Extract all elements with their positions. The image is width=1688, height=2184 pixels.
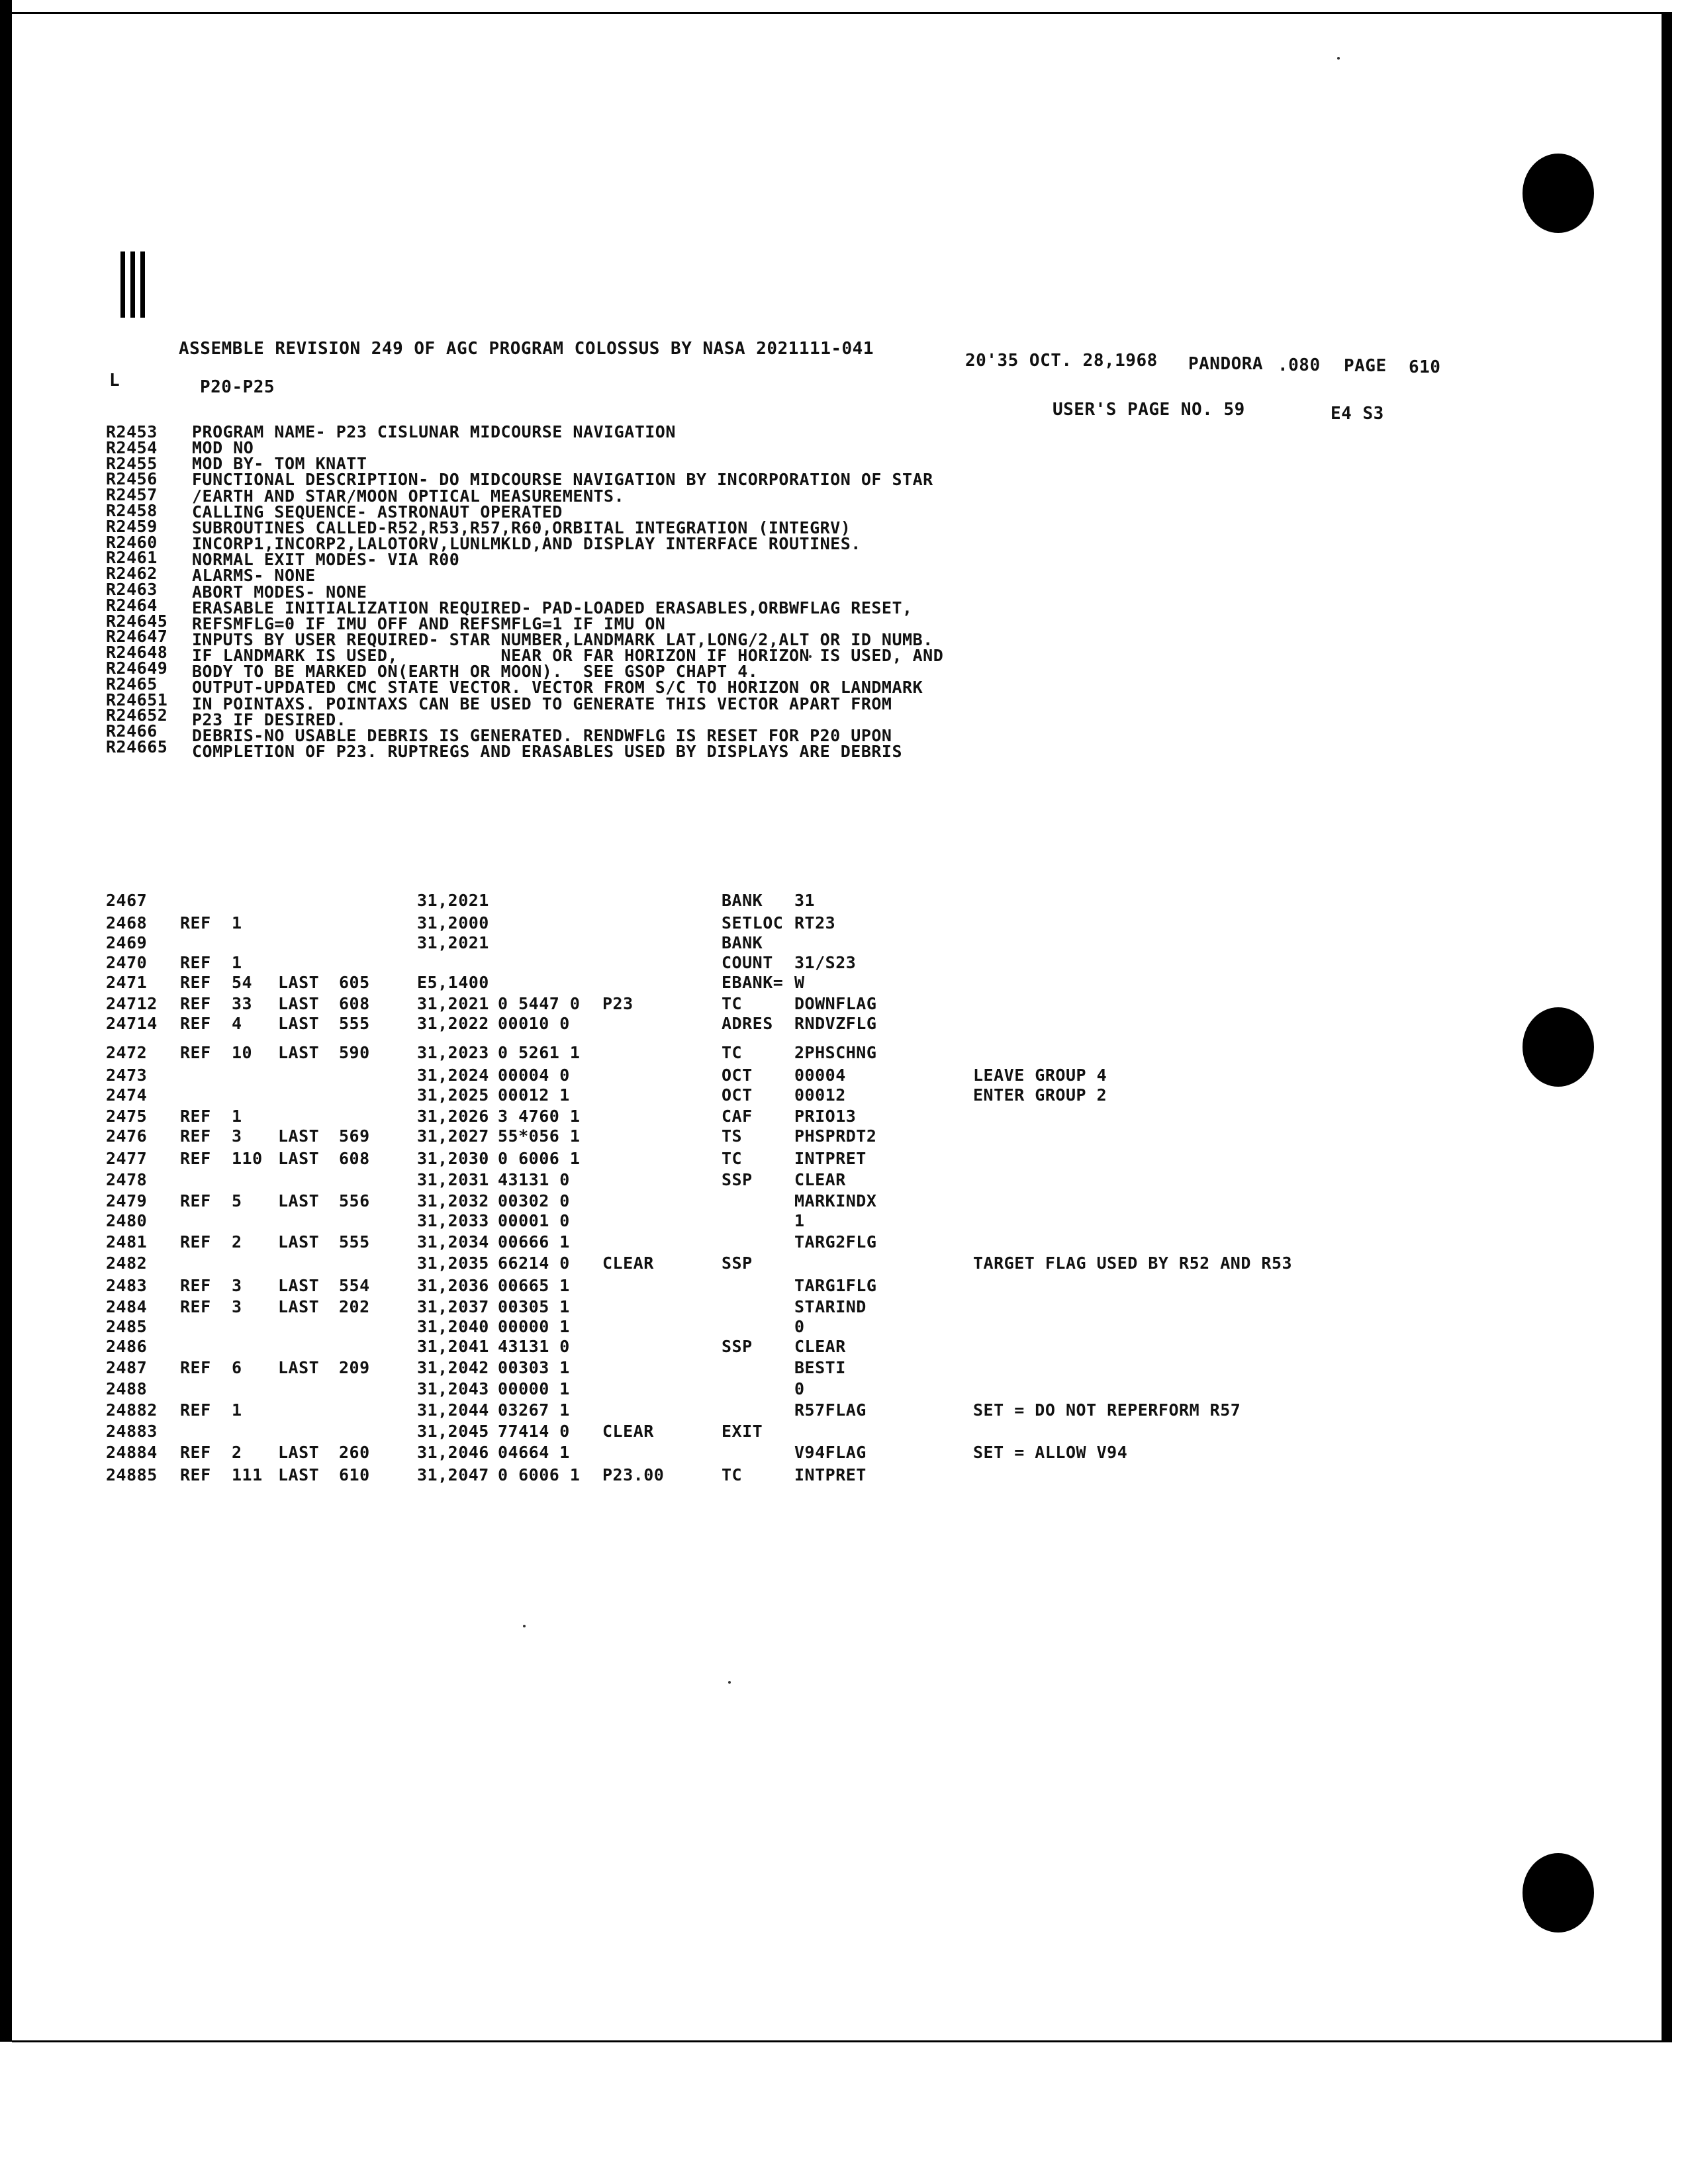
header-title: ASSEMBLE REVISION 249 OF AGC PROGRAM COLOSSUS BY NASA 2021111-041 (179, 339, 874, 359)
operand: TARG1FLG (794, 1276, 877, 1295)
code-line-number: 24712 (106, 994, 158, 1013)
code-line-number: 2477 (106, 1149, 148, 1168)
comment-line-number: R2458 (106, 501, 158, 520)
comment-text: CALLING SEQUENCE- ASTRONAUT OPERATED (192, 502, 563, 522)
comment-line-number: R2454 (106, 437, 158, 457)
ref-keyword: REF (180, 1465, 211, 1484)
address: 31,2021 (417, 891, 489, 910)
comment-text: BODY TO BE MARKED ON(EARTH OR MOON). SEE GSOP CHAPT 4. (192, 662, 759, 682)
octal-word: 0 5447 0 (498, 994, 581, 1013)
operand: 0 (794, 1317, 805, 1336)
code-line-number: 24883 (106, 1422, 158, 1441)
comment-line-number: R24665 (106, 737, 168, 756)
page-left-edge (0, 0, 12, 2042)
code-line-number: 2472 (106, 1043, 148, 1062)
opcode: TC (722, 1465, 743, 1484)
octal-word: 00305 1 (498, 1297, 570, 1316)
address: 31,2045 (417, 1422, 489, 1441)
last-page: 260 (339, 1443, 370, 1462)
comment-text: IN POINTAXS. POINTAXS CAN BE USED TO GENERATE THIS VECTOR APART FROM (192, 694, 892, 713)
header-user-page: USER'S PAGE NO. 59 (1053, 400, 1245, 420)
opcode: SETLOC (722, 913, 784, 933)
code-line-number: 2483 (106, 1276, 148, 1295)
octal-word: 00000 1 (498, 1317, 570, 1336)
label: P23.00 (602, 1465, 665, 1484)
ref-count: 6 (232, 1358, 242, 1377)
ref-keyword: REF (180, 1191, 211, 1210)
header-datetime: 20'35 OCT. 28,1968 (965, 351, 1158, 371)
code-line-number: 24884 (106, 1443, 158, 1462)
address: 31,2024 (417, 1066, 489, 1085)
operand: 31 (794, 891, 816, 910)
operand: 00012 (794, 1085, 846, 1105)
code-line-number: 2485 (106, 1317, 148, 1336)
opcode: SSP (722, 1253, 753, 1273)
comment-text: DEBRIS-NO USABLE DEBRIS IS GENERATED. RENDWFLG IS RESET FOR P20 UPON (192, 725, 892, 745)
address: 31,2044 (417, 1400, 489, 1420)
ref-count: 5 (232, 1191, 242, 1210)
address: 31,2046 (417, 1443, 489, 1462)
ref-count: 2 (232, 1232, 242, 1251)
last-keyword: LAST (278, 1149, 320, 1168)
operand: CLEAR (794, 1337, 846, 1356)
ref-count: 111 (232, 1465, 263, 1484)
ref-keyword: REF (180, 1297, 211, 1316)
comment-line-number: R24649 (106, 659, 168, 678)
ref-count: 54 (232, 973, 253, 992)
comment-line-number: R2460 (106, 532, 158, 552)
address: 31,2023 (417, 1043, 489, 1062)
comment-text: INPUTS BY USER REQUIRED- STAR NUMBER,LANDMARK LAT,LONG/2,ALT OR ID NUMB. (192, 629, 933, 649)
last-keyword: LAST (278, 1043, 320, 1062)
last-keyword: LAST (278, 1297, 320, 1316)
operand: 0 (794, 1379, 805, 1398)
operand: PHSPRDT2 (794, 1126, 877, 1146)
address: 31,2000 (417, 913, 489, 933)
code-line-number: 2481 (106, 1232, 148, 1251)
last-page: 555 (339, 1014, 370, 1033)
last-keyword: LAST (278, 1276, 320, 1295)
operand: BESTI (794, 1358, 846, 1377)
ref-keyword: REF (180, 1232, 211, 1251)
octal-word: 55*056 1 (498, 1126, 581, 1146)
comment-text: ABORT MODES- NONE (192, 582, 367, 602)
operand: RT23 (794, 913, 836, 933)
octal-word: 00000 1 (498, 1379, 570, 1398)
opcode: TC (722, 1149, 743, 1168)
page-top-border (12, 12, 1664, 14)
page-bottom-border (12, 2040, 1672, 2042)
last-page: 569 (339, 1126, 370, 1146)
code-line-number: 2471 (106, 973, 148, 992)
comment-text: NORMAL EXIT MODES- VIA R00 (192, 550, 460, 570)
operand: R57FLAG (794, 1400, 867, 1420)
address: E5,1400 (417, 973, 489, 992)
comment-line-number: R2456 (106, 469, 158, 489)
ref-count: 33 (232, 994, 253, 1013)
last-page: 554 (339, 1276, 370, 1295)
code-line-number: 2488 (106, 1379, 148, 1398)
ref-keyword: REF (180, 913, 211, 933)
code-line-number: 2484 (106, 1297, 148, 1316)
last-page: 608 (339, 994, 370, 1013)
ref-count: 10 (232, 1043, 253, 1062)
last-keyword: LAST (278, 1465, 320, 1484)
address: 31,2022 (417, 1014, 489, 1033)
last-page: 555 (339, 1232, 370, 1251)
comment-line-number: R2453 (106, 422, 158, 441)
comment-line-number: R24652 (106, 705, 168, 725)
comment-text: INCORP1,INCORP2,LALOTORV,LUNLMKLD,AND DISPLAY INTERFACE ROUTINES. (192, 534, 861, 554)
address: 31,2027 (417, 1126, 489, 1146)
comment-line-number: R24651 (106, 690, 168, 709)
ref-keyword: REF (180, 973, 211, 992)
ref-count: 2 (232, 1443, 242, 1462)
code-line-number: 2482 (106, 1253, 148, 1273)
last-page: 608 (339, 1149, 370, 1168)
address: 31,2026 (417, 1107, 489, 1126)
operand: DOWNFLAG (794, 994, 877, 1013)
last-keyword: LAST (278, 1014, 320, 1033)
address: 31,2021 (417, 994, 489, 1013)
last-keyword: LAST (278, 1126, 320, 1146)
comment-text: SUBROUTINES CALLED-R52,R53,R57,R60,ORBITAL INTEGRATION (INTEGRV) (192, 518, 851, 537)
address: 31,2040 (417, 1317, 489, 1336)
label: P23 (602, 994, 633, 1013)
ref-count: 1 (232, 1107, 242, 1126)
code-comment: SET = DO NOT REPERFORM R57 (973, 1400, 1241, 1420)
operand: W (794, 973, 805, 992)
comment-line-number: R24648 (106, 643, 168, 662)
address: 31,2047 (417, 1465, 489, 1484)
comment-text: ERASABLE INITIALIZATION REQUIRED- PAD-LOADED ERASABLES,ORBWFLAG RESET, (192, 598, 913, 617)
code-comment: SET = ALLOW V94 (973, 1443, 1128, 1462)
code-comment: TARGET FLAG USED BY R52 AND R53 (973, 1253, 1293, 1273)
ref-count: 1 (232, 913, 242, 933)
page-right-edge (1662, 12, 1672, 2042)
opcode: TS (722, 1126, 743, 1146)
last-keyword: LAST (278, 1443, 320, 1462)
address: 31,2034 (417, 1232, 489, 1251)
comment-text: PROGRAM NAME- P23 CISLUNAR MIDCOURSE NAVIGATION (192, 422, 676, 441)
binder-mark-icon (120, 251, 160, 318)
octal-word: 0 6006 1 (498, 1149, 581, 1168)
comment-line-number: R2466 (106, 721, 158, 741)
last-keyword: LAST (278, 994, 320, 1013)
ref-keyword: REF (180, 994, 211, 1013)
opcode: CAF (722, 1107, 753, 1126)
punch-hole-icon (1523, 1853, 1594, 1933)
code-line-number: 2478 (106, 1170, 148, 1189)
octal-word: 77414 0 (498, 1422, 570, 1441)
label: CLEAR (602, 1422, 654, 1441)
header-system: PANDORA (1188, 354, 1264, 374)
opcode: EXIT (722, 1422, 763, 1441)
address: 31,2033 (417, 1211, 489, 1230)
ref-count: 1 (232, 1400, 242, 1420)
comment-line-number: R2463 (106, 580, 158, 599)
operand: PRIO13 (794, 1107, 857, 1126)
address: 31,2021 (417, 933, 489, 952)
ref-count: 110 (232, 1149, 263, 1168)
ref-count: 3 (232, 1297, 242, 1316)
comment-text: IF LANDMARK IS USED, NEAR OR FAR HORIZON IF HORIZON IS USED, AND (192, 646, 944, 666)
code-line-number: 2487 (106, 1358, 148, 1377)
comment-text: MOD NO (192, 438, 254, 458)
code-line-number: 2467 (106, 891, 148, 910)
code-line-number: 2475 (106, 1107, 148, 1126)
comment-text: COMPLETION OF P23. RUPTREGS AND ERASABLES USED BY DISPLAYS ARE DEBRIS (192, 742, 903, 761)
operand: RNDVZFLG (794, 1014, 877, 1033)
comment-line-number: R24647 (106, 627, 168, 647)
operand: V94FLAG (794, 1443, 867, 1462)
ref-keyword: REF (180, 1276, 211, 1295)
last-page: 556 (339, 1191, 370, 1210)
label: CLEAR (602, 1253, 654, 1273)
code-line-number: 2479 (106, 1191, 148, 1210)
code-comment: LEAVE GROUP 4 (973, 1066, 1107, 1085)
operand: 1 (794, 1211, 805, 1230)
comment-text: FUNCTIONAL DESCRIPTION- DO MIDCOURSE NAVIGATION BY INCORPORATION OF STAR (192, 470, 933, 490)
ref-keyword: REF (180, 1149, 211, 1168)
operand: 00004 (794, 1066, 846, 1085)
comment-text: REFSMFLG=0 IF IMU OFF AND REFSMFLG=1 IF IMU ON (192, 614, 666, 633)
operand: MARKINDX (794, 1191, 877, 1210)
header-code-ref: E4 S3 (1331, 404, 1384, 424)
code-comment: ENTER GROUP 2 (973, 1085, 1107, 1105)
octal-word: 00012 1 (498, 1085, 570, 1105)
octal-word: 00665 1 (498, 1276, 570, 1295)
octal-word: 00303 1 (498, 1358, 570, 1377)
octal-word: 04664 1 (498, 1443, 570, 1462)
code-line-number: 2470 (106, 953, 148, 972)
opcode: BANK (722, 933, 763, 952)
operand: STARIND (794, 1297, 867, 1316)
octal-word: 0 6006 1 (498, 1465, 581, 1484)
octal-word: 00001 0 (498, 1211, 570, 1230)
opcode: BANK (722, 891, 763, 910)
comment-line-number: R2465 (106, 674, 158, 694)
last-keyword: LAST (278, 1191, 320, 1210)
opcode: OCT (722, 1066, 753, 1085)
operand: 31/S23 (794, 953, 857, 972)
address: 31,2036 (417, 1276, 489, 1295)
operand: TARG2FLG (794, 1232, 877, 1251)
comment-text: MOD BY- TOM KNATT (192, 454, 367, 474)
last-keyword: LAST (278, 973, 320, 992)
ref-keyword: REF (180, 1107, 211, 1126)
ref-count: 1 (232, 953, 242, 972)
code-line-number: 24882 (106, 1400, 158, 1420)
octal-word: 43131 0 (498, 1170, 570, 1189)
comment-text: OUTPUT-UPDATED CMC STATE VECTOR. VECTOR FROM S/C TO HORIZON OR LANDMARK (192, 678, 923, 698)
ref-keyword: REF (180, 1358, 211, 1377)
code-line-number: 24714 (106, 1014, 158, 1033)
opcode: ADRES (722, 1014, 773, 1033)
octal-word: 00302 0 (498, 1191, 570, 1210)
header-page-label: PAGE (1344, 356, 1387, 376)
speck (523, 1625, 526, 1627)
opcode: COUNT (722, 953, 773, 972)
code-line-number: 2480 (106, 1211, 148, 1230)
opcode: TC (722, 1043, 743, 1062)
opcode: TC (722, 994, 743, 1013)
code-line-number: 2468 (106, 913, 148, 933)
header-page-number: 610 (1409, 357, 1441, 377)
operand: INTPRET (794, 1465, 867, 1484)
comment-line-number: R2457 (106, 485, 158, 505)
ref-keyword: REF (180, 1400, 211, 1420)
ref-keyword: REF (180, 953, 211, 972)
speck (728, 1681, 731, 1684)
opcode: SSP (722, 1337, 753, 1356)
comment-line-number: R2455 (106, 453, 158, 473)
code-line-number: 24885 (106, 1465, 158, 1484)
code-line-number: 2486 (106, 1337, 148, 1356)
ref-keyword: REF (180, 1043, 211, 1062)
operand: 2PHSCHNG (794, 1043, 877, 1062)
address: 31,2043 (417, 1379, 489, 1398)
comment-line-number: R2461 (106, 548, 158, 568)
octal-word: 0 5261 1 (498, 1043, 581, 1062)
address: 31,2035 (417, 1253, 489, 1273)
octal-word: 00666 1 (498, 1232, 570, 1251)
address: 31,2042 (417, 1358, 489, 1377)
comment-line-number: R24645 (106, 611, 168, 631)
header-left-marker: L (109, 371, 120, 390)
code-line-number: 2476 (106, 1126, 148, 1146)
octal-word: 66214 0 (498, 1253, 570, 1273)
ref-keyword: REF (180, 1443, 211, 1462)
last-page: 209 (339, 1358, 370, 1377)
opcode: OCT (722, 1085, 753, 1105)
header-section: P20-P25 (200, 377, 275, 397)
ref-keyword: REF (180, 1126, 211, 1146)
address: 31,2030 (417, 1149, 489, 1168)
last-page: 605 (339, 973, 370, 992)
operand: INTPRET (794, 1149, 867, 1168)
address: 31,2032 (417, 1191, 489, 1210)
comment-text: ALARMS- NONE (192, 566, 316, 586)
header-code: .080 (1278, 355, 1321, 375)
comment-text: /EARTH AND STAR/MOON OPTICAL MEASUREMENTS. (192, 486, 625, 506)
address: 31,2041 (417, 1337, 489, 1356)
opcode: EBANK= (722, 973, 784, 992)
comment-line-number: R2462 (106, 564, 158, 584)
speck (1337, 57, 1340, 60)
ref-keyword: REF (180, 1014, 211, 1033)
octal-word: 03267 1 (498, 1400, 570, 1420)
ref-count: 4 (232, 1014, 242, 1033)
last-page: 202 (339, 1297, 370, 1316)
code-line-number: 2469 (106, 933, 148, 952)
punch-hole-icon (1523, 1007, 1594, 1087)
last-page: 610 (339, 1465, 370, 1484)
address: 31,2031 (417, 1170, 489, 1189)
operand: CLEAR (794, 1170, 846, 1189)
code-line-number: 2473 (106, 1066, 148, 1085)
ref-count: 3 (232, 1126, 242, 1146)
address: 31,2025 (417, 1085, 489, 1105)
ref-count: 3 (232, 1276, 242, 1295)
punch-hole-icon (1523, 154, 1594, 233)
comment-text: P23 IF DESIRED. (192, 709, 347, 729)
octal-word: 3 4760 1 (498, 1107, 581, 1126)
octal-word: 00010 0 (498, 1014, 570, 1033)
last-keyword: LAST (278, 1358, 320, 1377)
opcode: SSP (722, 1170, 753, 1189)
octal-word: 00004 0 (498, 1066, 570, 1085)
last-keyword: LAST (278, 1232, 320, 1251)
comment-line-number: R2459 (106, 516, 158, 536)
code-line-number: 2474 (106, 1085, 148, 1105)
address: 31,2037 (417, 1297, 489, 1316)
octal-word: 43131 0 (498, 1337, 570, 1356)
comment-line-number: R2464 (106, 595, 158, 615)
last-page: 590 (339, 1043, 370, 1062)
